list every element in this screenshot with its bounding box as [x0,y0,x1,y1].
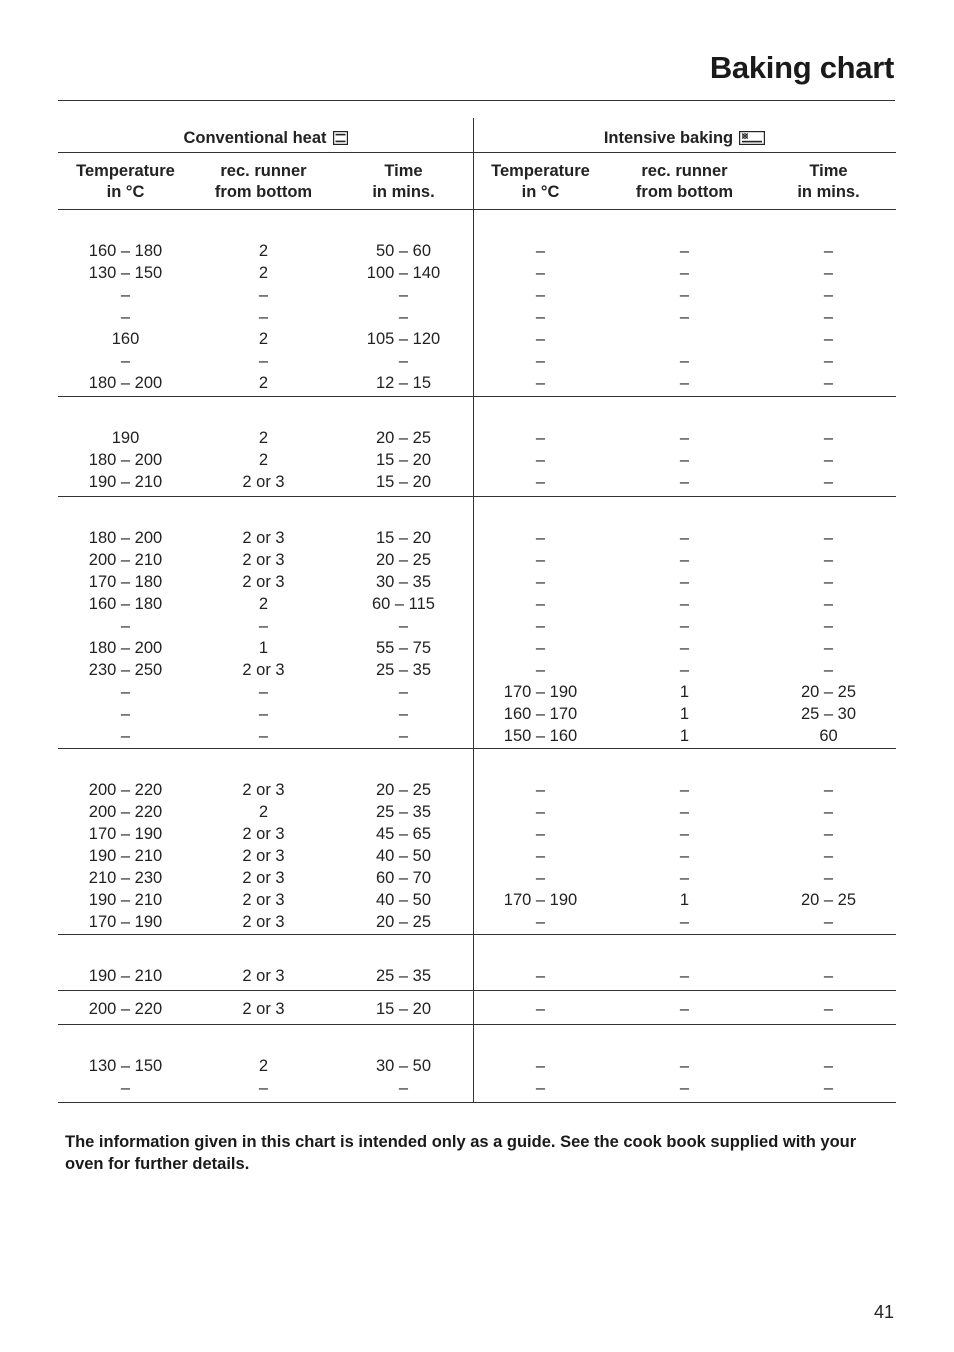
table-cell: 40 – 50 [375,847,432,865]
table-cell: 190 [111,429,140,447]
table-cell: – [679,1000,690,1018]
table-cell: – [823,639,834,657]
table-column [474,397,607,496]
table-cell: – [679,374,690,392]
table-cell: – [535,429,546,447]
table-cell: 2 [258,374,269,392]
table-cell: – [535,451,546,469]
title-divider [58,100,895,101]
table-cell: – [823,264,834,282]
table-cell: – [120,352,131,370]
table-cell: 160 – 180 [88,242,163,260]
table-cell: – [535,595,546,613]
table-cell: – [823,551,834,569]
table-cell: 170 – 190 [503,683,578,701]
group-intensive-baking [474,118,895,152]
table-cell: 190 – 210 [88,847,163,865]
table-cell: – [535,330,546,348]
table-cell: – [398,286,409,304]
baking-chart-table [58,118,896,1103]
table-cell: 20 – 25 [375,781,432,799]
table-column [474,991,607,1024]
table-cell: 170 – 180 [88,573,163,591]
table-cell: – [398,352,409,370]
table-section [58,935,896,991]
table-column [334,749,474,934]
table-cell: 2 or 3 [242,551,285,569]
table-cell: – [679,617,690,635]
table-cell: – [120,683,131,701]
table-cell: – [535,286,546,304]
table-cell: – [679,869,690,887]
conventional-heat-icon [333,131,348,145]
table-cell: – [679,967,690,985]
table-cell: – [535,551,546,569]
table-cell: 20 – 25 [375,551,432,569]
table-cell: – [823,803,834,821]
table-cell: – [679,803,690,821]
table-cell: – [823,352,834,370]
table-cell: – [535,308,546,326]
table-cell: – [535,967,546,985]
table-cell: 2 or 3 [242,913,285,931]
table-column [334,497,474,748]
table-cell: 15 – 20 [375,473,432,491]
table-cell: 2 or 3 [242,891,285,909]
table-section [58,749,896,935]
table-cell: 2 [258,451,269,469]
column-header-temperature: Temperature in °C [491,162,590,201]
table-cell: – [398,705,409,723]
table-cell: – [535,529,546,547]
table-cell: 60 – 115 [371,595,435,613]
table-cell: – [679,352,690,370]
table-cell: – [535,374,546,392]
table-body [58,210,896,1103]
table-cell: 170 – 190 [88,825,163,843]
table-cell: – [679,913,690,931]
table-cell: – [679,661,690,679]
table-cell: – [679,264,690,282]
table-cell: – [258,727,269,745]
table-cell: 60 – 70 [375,869,432,887]
table-column [58,210,193,396]
table-cell: 170 – 190 [503,891,578,909]
table-cell: 2 or 3 [242,847,285,865]
table-cell: – [535,661,546,679]
table-column [474,749,607,934]
table-cell: 20 – 25 [800,683,857,701]
column-header-temperature: Temperature in °C [76,162,175,201]
table-cell: 230 – 250 [88,661,163,679]
table-column [193,935,334,990]
table-cell: 180 – 200 [88,639,163,657]
table-column [762,991,895,1024]
table-cell: 1 [679,705,690,723]
table-column [193,497,334,748]
table-cell: – [120,727,131,745]
table-column [58,991,193,1024]
table-column [334,991,474,1024]
table-cell: 30 – 35 [375,573,432,591]
group-conventional-label: Conventional heat [183,128,327,147]
table-cell: – [398,727,409,745]
table-cell: 130 – 150 [88,264,163,282]
table-column [607,497,762,748]
table-cell: – [258,286,269,304]
table-cell: – [535,617,546,635]
table-column [607,749,762,934]
table-column [474,210,607,396]
table-cell: 160 [111,330,140,348]
table-cell: 2 [258,242,269,260]
table-cell: 2 or 3 [242,967,285,985]
table-cell: – [258,308,269,326]
table-cell: 170 – 190 [88,913,163,931]
table-cell: – [535,573,546,591]
table-cell: – [679,1079,690,1097]
table-cell: 2 or 3 [242,781,285,799]
table-cell: 15 – 20 [375,529,432,547]
table-cell: 2 or 3 [242,473,285,491]
table-cell: 100 – 140 [366,264,441,282]
table-cell: – [823,573,834,591]
table-cell: 180 – 200 [88,451,163,469]
table-cell: – [823,595,834,613]
table-column [762,935,895,990]
table-cell: 180 – 200 [88,374,163,392]
table-cell: – [823,374,834,392]
table-cell: – [535,1057,546,1075]
table-cell: 1 [679,891,690,909]
table-cell: 2 [258,429,269,447]
table-cell: – [535,847,546,865]
table-cell: 25 – 35 [375,967,432,985]
table-cell: 200 – 220 [88,1000,163,1018]
table-cell: – [535,352,546,370]
table-cell: 160 – 180 [88,595,163,613]
table-cell: – [823,913,834,931]
table-section [58,1025,896,1103]
table-cell: 2 or 3 [242,661,285,679]
table-cell: – [823,825,834,843]
table-cell: – [823,242,834,260]
table-cell: – [535,242,546,260]
table-cell: – [823,286,834,304]
table-cell: 20 – 25 [375,913,432,931]
table-column [193,210,334,396]
table-column [334,397,474,496]
table-cell: 2 or 3 [242,869,285,887]
table-cell: – [679,1057,690,1075]
table-cell: – [535,781,546,799]
table-cell: 55 – 75 [375,639,432,657]
table-cell: – [679,451,690,469]
table-cell: 2 or 3 [242,1000,285,1018]
table-cell: – [120,705,131,723]
table-column [474,935,607,990]
table-cell: – [679,595,690,613]
table-cell: 1 [679,727,690,745]
table-cell: – [679,473,690,491]
column-header-row [58,153,896,210]
table-cell [607,328,762,350]
table-cell: 2 [258,1057,269,1075]
table-cell: – [120,286,131,304]
table-cell: 25 – 30 [800,705,857,723]
table-cell: 2 or 3 [242,573,285,591]
column-header-time: Time in mins. [334,153,474,209]
page-number: 41 [873,1302,894,1322]
table-cell: – [258,617,269,635]
table-cell: – [258,683,269,701]
table-section [58,497,896,749]
table-cell: – [679,825,690,843]
table-cell: 1 [258,639,269,657]
table-cell: – [823,967,834,985]
table-cell: – [258,705,269,723]
table-cell: 2 [258,264,269,282]
table-cell: – [398,617,409,635]
page-title: Baking chart [709,50,894,85]
intensive-baking-icon [739,131,765,145]
table-cell: – [679,308,690,326]
table-cell: – [535,913,546,931]
table-column [607,935,762,990]
table-cell: – [120,1079,131,1097]
table-cell: 130 – 150 [88,1057,163,1075]
table-cell: 190 – 210 [88,891,163,909]
table-cell: – [535,1079,546,1097]
table-cell: 2 or 3 [242,825,285,843]
table-cell: – [398,1079,409,1097]
table-cell: – [679,242,690,260]
table-cell: – [679,286,690,304]
table-column [607,397,762,496]
table-cell: – [535,869,546,887]
table-cell: 2 or 3 [242,529,285,547]
table-cell: – [120,617,131,635]
table-cell: 25 – 35 [375,661,432,679]
table-cell: – [398,683,409,701]
table-cell: – [679,429,690,447]
table-column [58,935,193,990]
table-cell: 190 – 210 [88,967,163,985]
table-cell: – [823,617,834,635]
table-cell: – [679,529,690,547]
table-cell: – [258,1079,269,1097]
table-cell: 20 – 25 [375,429,432,447]
table-cell: – [823,473,834,491]
table-cell: – [823,429,834,447]
table-cell: – [823,1000,834,1018]
table-column [762,1025,895,1102]
table-cell: – [823,847,834,865]
table-cell: – [679,551,690,569]
table-column [193,749,334,934]
table-cell: 12 – 15 [375,374,432,392]
table-cell: – [823,529,834,547]
table-column [58,749,193,934]
table-section [58,991,896,1025]
table-cell: 150 – 160 [503,727,578,745]
table-cell: 2 [258,330,269,348]
table-column [762,210,895,396]
table-section [58,397,896,497]
column-header-time: Time in mins. [797,162,860,201]
table-cell: 160 – 170 [503,705,578,723]
table-cell: 180 – 200 [88,529,163,547]
table-cell: 15 – 20 [375,451,432,469]
table-column [607,210,762,396]
table-cell: 2 [258,803,269,821]
table-cell: 20 – 25 [800,891,857,909]
table-column [762,749,895,934]
column-header-runner: rec. runner from bottom [635,162,734,201]
table-cell: – [823,330,834,348]
table-cell: – [679,639,690,657]
table-column [762,397,895,496]
table-cell: 25 – 35 [375,803,432,821]
table-cell: – [679,847,690,865]
table-cell: 105 – 120 [366,330,441,348]
table-cell: – [823,451,834,469]
table-column [58,1025,193,1102]
group-conventional-heat [58,118,474,152]
table-cell: – [823,869,834,887]
table-column [607,1025,762,1102]
table-cell: – [679,781,690,799]
table-cell: 45 – 65 [375,825,432,843]
table-cell: – [535,825,546,843]
guide-note: The information given in this chart is intended only as a guide. See the cook book supplied with your oven for further details. [65,1133,857,1173]
table-column [762,497,895,748]
table-cell: 200 – 220 [88,803,163,821]
table-column [334,935,474,990]
table-cell: – [823,661,834,679]
table-column [607,991,762,1024]
table-cell: 190 – 210 [88,473,163,491]
table-column [193,991,334,1024]
table-cell: 60 [819,727,838,745]
table-cell: – [535,473,546,491]
table-cell: – [535,803,546,821]
table-cell: 1 [679,683,690,701]
table-cell: – [679,573,690,591]
table-cell: – [823,308,834,326]
table-cell: 15 – 20 [375,1000,432,1018]
table-column [193,1025,334,1102]
column-header-runner: rec. runner from bottom [214,162,313,201]
table-column [474,1025,607,1102]
table-cell: 30 – 50 [375,1057,432,1075]
table-column [334,210,474,396]
table-column [193,397,334,496]
table-cell: – [398,308,409,326]
table-cell: – [823,1079,834,1097]
table-column [58,497,193,748]
table-cell: 50 – 60 [375,242,432,260]
table-section [58,210,896,397]
table-cell: 200 – 220 [88,781,163,799]
table-cell: 200 – 210 [88,551,163,569]
table-cell: – [535,639,546,657]
table-cell: – [823,781,834,799]
group-intensive-label: Intensive baking [603,128,734,147]
group-header-row [58,118,896,153]
table-cell: 40 – 50 [375,891,432,909]
table-cell: 2 [258,595,269,613]
table-cell: – [535,264,546,282]
table-column [334,1025,474,1102]
table-cell: – [823,1057,834,1075]
table-cell: – [120,308,131,326]
table-cell: – [258,352,269,370]
table-cell: – [535,1000,546,1018]
table-column [474,497,607,748]
table-cell: 210 – 230 [88,869,163,887]
table-column [58,397,193,496]
